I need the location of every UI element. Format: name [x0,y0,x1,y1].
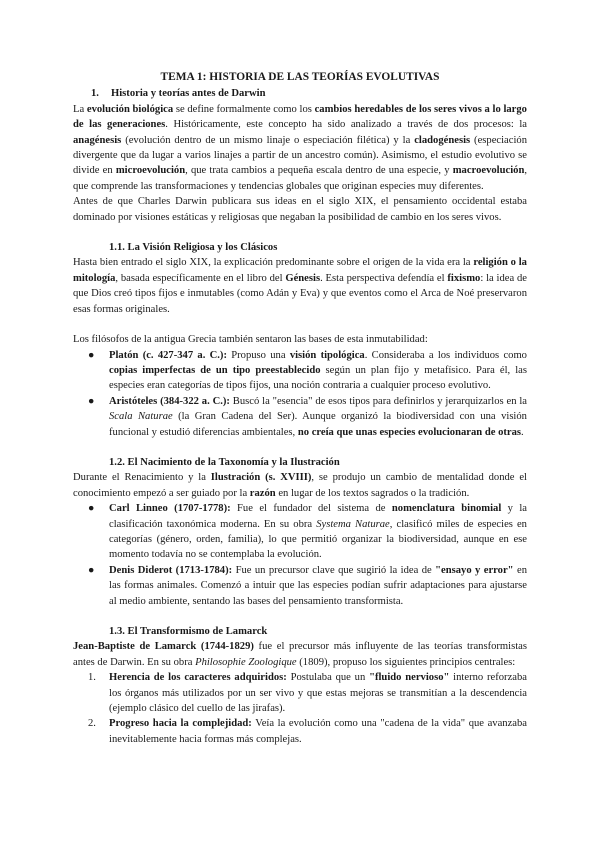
text-run: , se produjo un cambio de mentalidad donde el conocimiento empezó a ser guiado por la [73,472,527,499]
bold-text: Carl Linneo (1707-1778): [109,503,231,515]
list-item [73,670,527,716]
section-1-2-paragraph-1 [73,470,527,501]
text-run: . Históricamente, este concepto ha sido analizado a través de dos procesos: la [165,119,527,131]
text-run: en lugar de los textos sagrados o la tradición. [275,487,470,499]
list-item-text [109,565,527,607]
section-1-heading [73,86,527,101]
bold-text: "ensayo y error" [435,564,514,576]
list-item-text [109,396,527,438]
italic-text: Scala Naturae [109,411,173,423]
section-1-heading-text: Historia y teorías antes de Darwin [111,88,266,100]
italic-text: Philosophie Zoologique [195,656,297,668]
list-number: 1. [88,672,96,684]
text-run: y la clasificación taxonómica moderna. En su obra [109,503,527,530]
list-number: 2. [88,718,96,730]
bullet-icon: ● [88,395,95,407]
text-run: . Esta perspectiva defendía el [320,272,448,284]
bold-text: visión tipológica [289,349,365,361]
list-item [73,501,527,563]
section-1-number: 1. [91,88,99,100]
section-1-3-numbered-list [73,670,527,747]
text-run: , que trata cambios a pequeña escala dentro de una especie, y [185,165,453,177]
bold-text: evolución biológica [86,103,174,115]
text-run: según un plan fijo y metafísico. Para él, las especies eran categorías de tipos fijos, una noción contraria a cualquier proceso evolutivo. [109,364,527,392]
bold-text: microevolución [115,165,186,177]
spacer [73,609,527,624]
bullet-icon: ● [88,564,95,576]
text-run: (la Gran Cadena del Ser). Aunque organizó la biodiversidad con una visión funcional y estudió diferencias ambientales, [109,411,527,438]
bold-text: anagénesis [73,134,122,146]
list-item-text [109,350,527,392]
list-item [73,563,527,609]
bold-text: Herencia de los caracteres adquiridos: [109,672,287,684]
section-1-1-paragraph-1 [73,255,527,317]
bullet-icon: ● [88,503,95,515]
section-1-3-paragraph-1 [73,639,527,670]
list-item-text [109,503,527,560]
text-run: fue el precursor más influyente de las teorías transformistas antes de Darwin. En su obra [73,641,527,668]
bold-text: Aristóteles (384-322 a. C.): [109,395,230,407]
bold-text: Progreso hacia la complejidad: [109,718,252,730]
bold-text: Denis Diderot (1713-1784): [109,564,233,576]
list-item [73,394,527,440]
section-1-1-heading: 1.1. La Visión Religiosa y los Clásicos [109,242,278,254]
text-run: Veía la evolución como una "cadena de la vida" que avanzaba inevitablemente hacia formas más complejas. [109,718,527,745]
bold-text: Platón (c. 427-347 a. C.): [109,349,227,361]
text-run: Hasta bien entrado el siglo XIX, la explicación predominante sobre el origen de la vida era la [73,257,474,269]
list-item-text [109,718,527,744]
text-run: (1809), propuso los siguientes principios centrales: [296,656,516,668]
list-item [73,348,527,394]
bold-text: cambios heredables de los seres vivos a lo largo de las generaciones [73,103,527,131]
bold-text: cladogénesis [414,134,471,146]
italic-text: Systema Naturae [316,518,390,530]
bold-text: Génesis [285,272,321,284]
text-run: . Consideraba a los individuos como [364,349,527,361]
section-1-1-paragraph-2: Los filósofos de la antigua Grecia también sentaron las bases de esta inmutabilidad: [73,334,428,346]
text-run: . [521,426,524,438]
text-run: interno reforzaba los órganos más utilizados por un ser vivo y que estas mejoras se transmitían a la descendencia (ejemplo clásico del cuello de las jirafas). [109,672,527,715]
spacer [73,317,527,332]
text-run: (especiación divergente que da lugar a varios linajes a partir de un ancestro común). Asimismo, el estudio evolutivo se divide en [73,134,527,177]
bold-text: no creía que unas especies evolucionaran de otras [297,426,522,438]
text-run: Postulaba que un [286,672,370,684]
bold-text: macroevolución [452,165,525,177]
text-run: , basada específicamente en el libro del [115,272,286,284]
text-run: Propuso una [226,349,290,361]
section-1-paragraph-1 [73,102,527,194]
bold-text: "fluido nervioso" [369,672,450,684]
document-body [73,70,527,747]
bold-text: nomenclatura binomial [391,503,502,515]
bold-text: Ilustración (s. XVIII) [210,472,312,484]
list-item [73,716,527,747]
text-run: , clasificó miles de especies en categorías (género, orden, familia), lo que permitió organizar la biodiversidad, aunque en ese momento todavía no se contemplaba la evolución. [109,518,527,561]
bold-text: Jean-Baptiste de Lamarck (1744-1829) [73,641,254,653]
bold-text: fixismo [447,272,481,284]
text-run: (evolución dentro de un mismo linaje o especiación filética) y la [121,134,415,146]
spacer [73,440,527,455]
text-run: Fue un precursor clave que sugirió la idea de [232,564,436,576]
document-title: TEMA 1: HISTORIA DE LAS TEORÍAS EVOLUTIVAS [160,71,440,83]
bullet-icon: ● [88,349,95,361]
bold-text: copias imperfectas de un tipo preestablecido [109,364,321,376]
section-1-2-heading: 1.2. El Nacimiento de la Taxonomía y la Ilustración [109,456,340,468]
text-run: Buscó la "esencia" de esos tipos para definirlos y jerarquizarlos en la [229,395,527,407]
text-run: Durante el Renacimiento y la [73,472,211,484]
text-run: en las formas animales. Comenzó a intuir que las especies podían sufrir adaptaciones para ajustarse al medio ambiente, sentando las bases del pensamiento transformista. [109,564,527,607]
text-run: , que comprende las transformaciones y tendencias globales que originan especies muy diferentes. [73,165,527,192]
bold-text: religión o la mitología [73,257,527,284]
text-run: Fue el fundador del sistema de [230,503,392,515]
text-run: La [73,103,87,115]
section-1-1-bullet-list [73,348,527,440]
section-1-3-heading: 1.3. El Transformismo de Lamarck [109,626,268,637]
section-1-paragraph-2: Antes de que Charles Darwin publicara sus ideas en el siglo XIX, el pensamiento occidental estaba dominado por visiones estáticas y religiosas que negaban la posibilidad de cambio en los seres vivos. [73,196,527,223]
bold-text: razón [249,487,276,499]
spacer [73,225,527,240]
section-1-2-bullet-list [73,501,527,609]
text-run: se define formalmente como los [173,103,315,115]
list-item-text [109,672,527,714]
text-run: : la idea de que Dios creó tipos fijos e inmutables (como Adán y Eva) y que eventos como el Arca de Noé preservaron esas formas originales. [73,272,527,315]
